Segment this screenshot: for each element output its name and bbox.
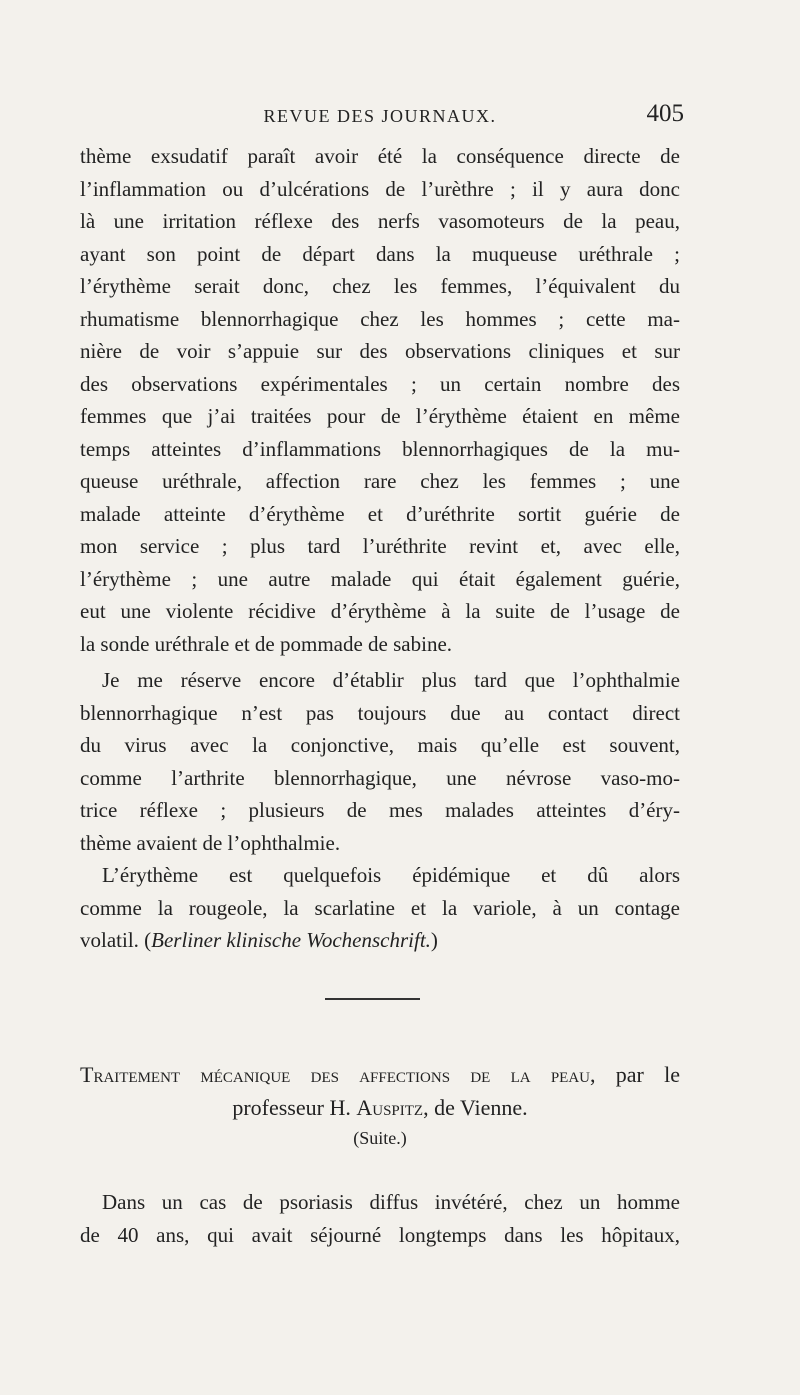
text-line: L’érythème est quelquefois épidémique et dû alors — [102, 863, 680, 887]
text-line: thème avaient de l’ophthalmie. — [80, 830, 341, 855]
page-header — [80, 98, 684, 138]
text-line: là une irritation réflexe des nerfs vasomoteurs de la peau, — [80, 209, 680, 233]
text-line: comme la rougeole, la scarlatine et la variole, à un contage — [80, 895, 680, 920]
author-name: Auspitz — [356, 1095, 424, 1120]
text-line: Je me réserve encore d’établir plus tard que l’ophthalmie — [102, 668, 680, 692]
article-title-main: Traitement mécanique des affections de la peau, — [80, 1062, 596, 1087]
text-line: du virus avec la conjonctive, mais qu’elle est souvent, — [80, 733, 680, 757]
text-line: des observations expérimentales ; un certain nombre des — [80, 371, 680, 396]
paragraph-4 — [80, 1186, 680, 1251]
article-title-line-1 — [80, 1058, 680, 1091]
text-line: rhumatisme blennorrhagique chez les hommes ; cette ma- — [80, 306, 680, 331]
running-head: REVUE DES JOURNAUX. — [263, 106, 497, 126]
citation-prefix: volatil. ( — [80, 928, 152, 952]
text-line: Dans un cas de psoriasis diffus invétéré, chez un homme — [102, 1190, 680, 1214]
paragraph-2 — [80, 664, 680, 859]
citation-suffix: ) — [430, 928, 438, 952]
journal-citation: Berliner klinische Wochenschrift. — [151, 928, 431, 952]
text-line: eut une violente récidive d’érythème à la suite de l’usage de — [80, 599, 680, 623]
text-line: temps atteintes d’inflammations blennorrhagiques de la mu- — [80, 436, 680, 461]
page-number: 405 — [646, 100, 684, 127]
author-suffix: , de Vienne. — [423, 1095, 528, 1120]
text-line-citation — [80, 924, 680, 957]
text-line: l’érythème ; une autre malade qui était également guérie, — [80, 566, 680, 591]
text-line: mon service ; plus tard l’uréthrite revint et, avec elle, — [80, 534, 680, 558]
article-title-line-2 — [80, 1091, 680, 1124]
continuation-label: (Suite.) — [353, 1128, 407, 1148]
text-line: la sonde uréthrale et de pommade de sabine. — [80, 631, 453, 656]
text-line: blennorrhagique n’est pas toujours due au contact direct — [80, 700, 680, 725]
paragraph-1 — [80, 140, 680, 660]
text-line: thème exsudatif paraît avoir été la conséquence directe de — [80, 144, 680, 168]
text-line: comme l’arthrite blennorrhagique, une névrose vaso-mo- — [80, 765, 680, 790]
article-title-by: par le — [615, 1062, 681, 1087]
text-line: trice réflexe ; plusieurs de mes malades atteintes d’éry- — [80, 798, 680, 822]
text-line: nière de voir s’appuie sur des observations cliniques et sur — [80, 339, 680, 363]
text-line: femmes que j’ai traitées pour de l’érythème étaient en même — [80, 404, 680, 428]
section-divider — [325, 998, 420, 1000]
text-line: l’inflammation ou d’ulcérations de l’urèthre ; il y aura donc — [80, 176, 680, 201]
text-line: de 40 ans, qui avait séjourné longtemps dans les hôpitaux, — [80, 1222, 680, 1247]
author-prefix: professeur H. — [232, 1095, 351, 1120]
text-line: l’érythème serait donc, chez les femmes, l’équivalent du — [80, 274, 680, 298]
text-line: ayant son point de départ dans la muqueuse uréthrale ; — [80, 241, 680, 266]
paragraph-3 — [80, 859, 680, 957]
text-line: malade atteinte d’érythème et d’uréthrite sortit guérie de — [80, 501, 680, 526]
text-line: queuse uréthrale, affection rare chez les femmes ; une — [80, 469, 680, 493]
article-title — [80, 1058, 680, 1124]
